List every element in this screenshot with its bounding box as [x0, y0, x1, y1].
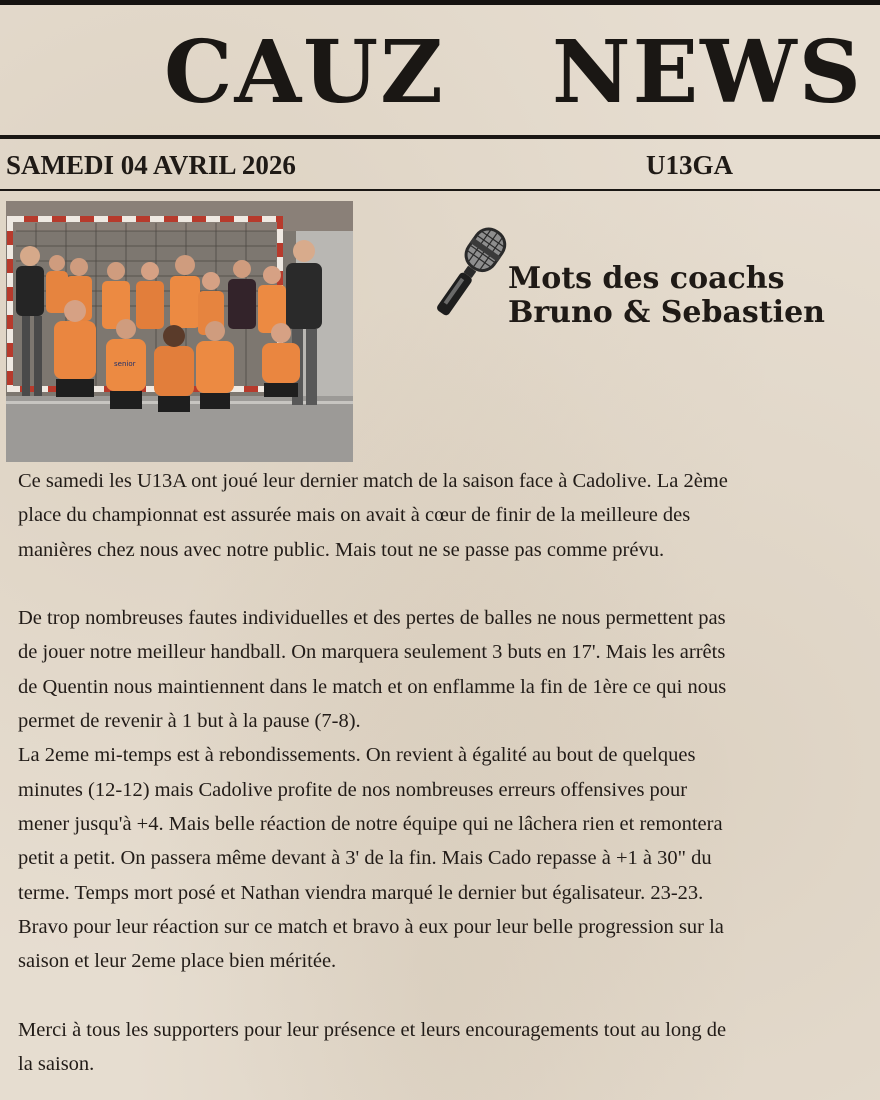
article-line: minutes (12-12) mais Cadolive profite de nos nombreuses erreurs offensives pour: [18, 778, 688, 801]
microphone-icon: [434, 222, 516, 332]
article-line: mener jusqu'à +4. Mais belle réaction de notre équipe qui ne lâchera rien et remontera: [18, 812, 723, 835]
masthead-word-cauz: CAUZ: [164, 22, 445, 123]
article-line: manières chez nous avec notre public. Mais tout ne se passe pas comme prévu.: [18, 538, 665, 561]
masthead-word-news: NEWS: [552, 22, 863, 123]
dateline: SAMEDI 04 AVRIL 2026: [6, 150, 296, 180]
article-line: place du championnat est assurée mais on avait à cœur de finir de la meilleure des: [18, 504, 691, 527]
article-line: la saison.: [18, 1053, 95, 1076]
coach-title-line2: Bruno & Sebastien: [508, 295, 825, 330]
article-line: terme. Temps mort posé et Nathan viendra marqué le dernier but égalisateur. 23-23.: [18, 881, 704, 904]
article-line: La 2eme mi-temps est à rebondissements. On revient à égalité au bout de quelques: [18, 744, 696, 767]
article-line: Ce samedi les U13A ont joué leur dernier match de la saison face à Cadolive. La 2ème: [18, 470, 728, 492]
article-line: de jouer notre meilleur handball. On marquera seulement 3 buts en 17'. Mais les arrêts: [18, 641, 726, 664]
jersey-text: senior: [114, 360, 136, 368]
article-line: de Quentin nous maintiennent dans le match et on enflamme la fin de 1ère ce qui nous: [18, 675, 727, 698]
newspaper-masthead: [0, 22, 880, 122]
article-line: De trop nombreuses fautes individuelles et des pertes de balles ne nous permettent pas: [18, 607, 726, 630]
paragraph-gap: [18, 567, 868, 601]
article-body: [18, 464, 868, 1081]
top-border: [0, 0, 880, 5]
article-line: Bravo pour leur réaction sur ce match et bravo à eux pour leur belle progression sur la: [18, 915, 724, 938]
coach-title: [508, 262, 825, 330]
coach-header: [434, 222, 864, 342]
paragraph-gap: [18, 978, 868, 1012]
section-label: U13GA: [646, 150, 733, 180]
article-line: Merci à tous les supporters pour leur présence et leurs encouragements tout au long de: [18, 1018, 727, 1041]
dateline-rule: [0, 189, 880, 191]
article-line: petit a petit. On passera même devant à 3' de la fin. Mais Cado repasse à +1 à 30" du: [18, 847, 712, 870]
coach-title-line1: Mots des coachs: [508, 261, 785, 296]
team-photo: [6, 201, 353, 462]
article-line: permet de revenir à 1 but à la pause (7-8).: [18, 710, 361, 733]
masthead-rule: [0, 135, 880, 139]
article-line: saison et leur 2eme place bien méritée.: [18, 950, 337, 973]
